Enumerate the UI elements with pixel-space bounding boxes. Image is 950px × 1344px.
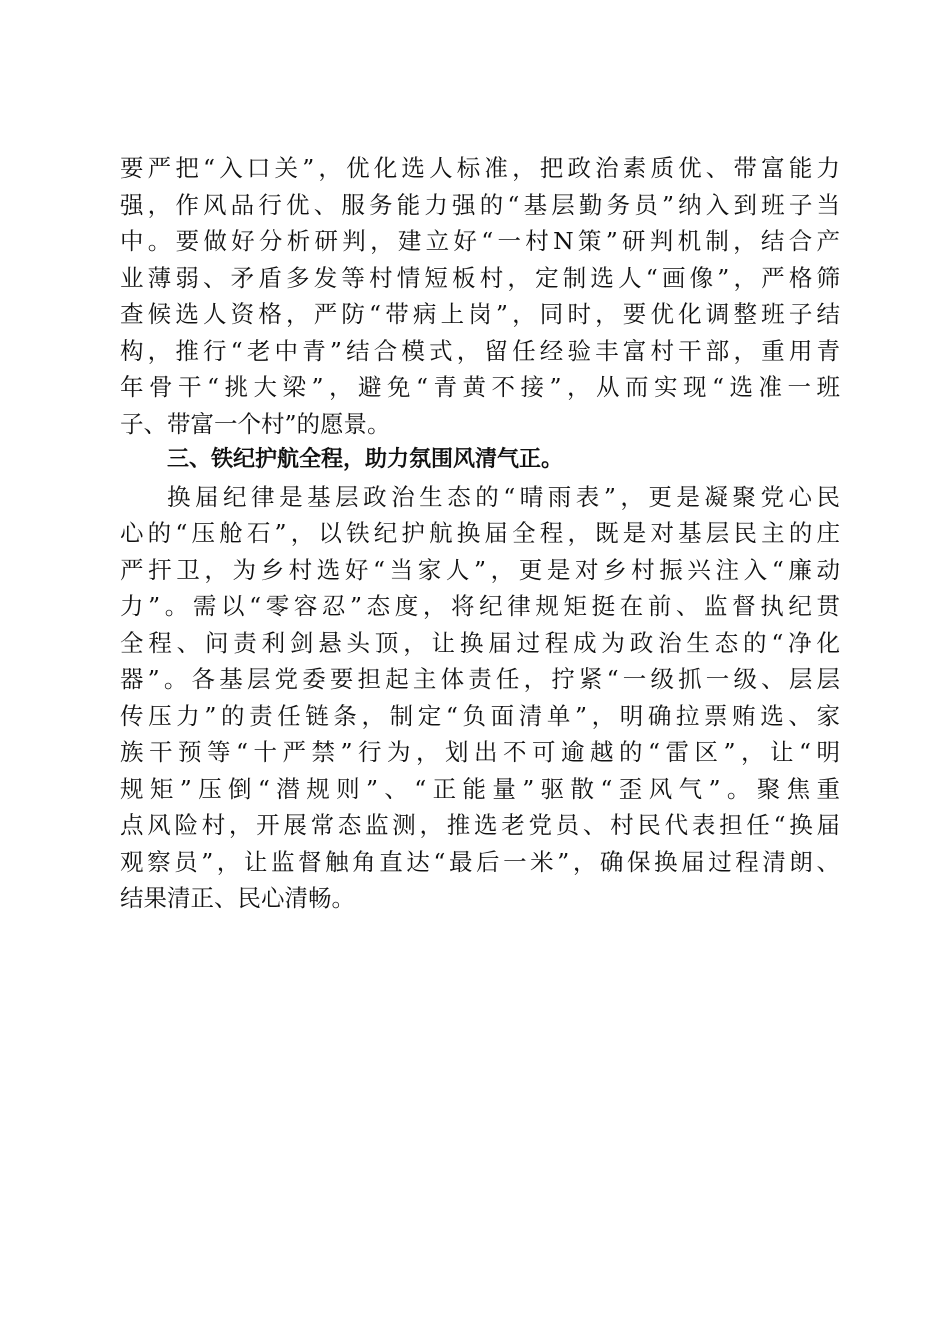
- paragraph-discipline: [120, 479, 840, 917]
- paragraph-line: 点风险村，开展常态监测，推选老党员、村民代表担任“换届: [120, 811, 840, 839]
- paragraph-line: 严扞卫，为乡村选好“当家人”，更是对乡村振兴注入“廉动: [120, 555, 840, 584]
- paragraph-line: 查候选人资格，严防“带病上岗”，同时，要优化调整班子结: [120, 300, 840, 328]
- paragraph-line: 年骨干“挑大梁”，避免“青黄不接”，从而实现“选准一班: [120, 373, 840, 401]
- paragraph-line: 器”。各基层党委要担起主体责任，拧紧“一级抓一级、层层: [120, 665, 840, 693]
- paragraph-line: 换届纪律是基层政治生态的“晴雨表”，更是凝聚党心民: [167, 482, 840, 511]
- paragraph-line: 全程、问责利剑悬头顶，让换届过程成为政治生态的“净化: [120, 628, 840, 657]
- paragraph-line: 强，作风品行优、服务能力强的“基层勤务员”纳入到班子当: [120, 190, 840, 219]
- paragraph-line: 心的“压舱石”，以铁纪护航换届全程，既是对基层民主的庄: [120, 519, 840, 547]
- paragraph-selection-criteria: [120, 150, 840, 442]
- paragraph-line: 规矩”压倒“潜规则”、“正能量”驱散“歪风气”。聚焦重: [120, 774, 840, 803]
- paragraph-line: 构，推行“老中青”结合模式，留任经验丰富村干部，重用青: [120, 336, 840, 365]
- paragraph-line: 力”。需以“零容忍”态度，将纪律规矩挺在前、监督执纪贯: [120, 592, 840, 620]
- paragraph-line: 子、带富一个村”的愿景。: [120, 409, 391, 438]
- section-heading: 三、铁纪护航全程，助力氛围风清气正。: [167, 447, 564, 472]
- paragraph-line: 中。要做好分析研判，建立好“一村N策”研判机制，结合产: [120, 227, 840, 255]
- paragraph-line: 结果清正、民心清畅。: [120, 884, 355, 912]
- paragraph-line: 传压力”的责任链条，制定“负面清单”，明确拉票贿选、家: [120, 701, 840, 730]
- paragraph-line: 要严把“入口关”，优化选人标准，把政治素质优、带富能力: [120, 154, 840, 182]
- document-body: [120, 150, 840, 917]
- paragraph-line: 族干预等“十严禁”行为，划出不可逾越的“雷区”，让“明: [120, 738, 840, 766]
- paragraph-line: 观察员”，让监督触角直达“最后一米”，确保换届过程清朗、: [120, 847, 840, 876]
- paragraph-line: 业薄弱、矛盾多发等村情短板村，定制选人“画像”，严格筛: [120, 263, 840, 292]
